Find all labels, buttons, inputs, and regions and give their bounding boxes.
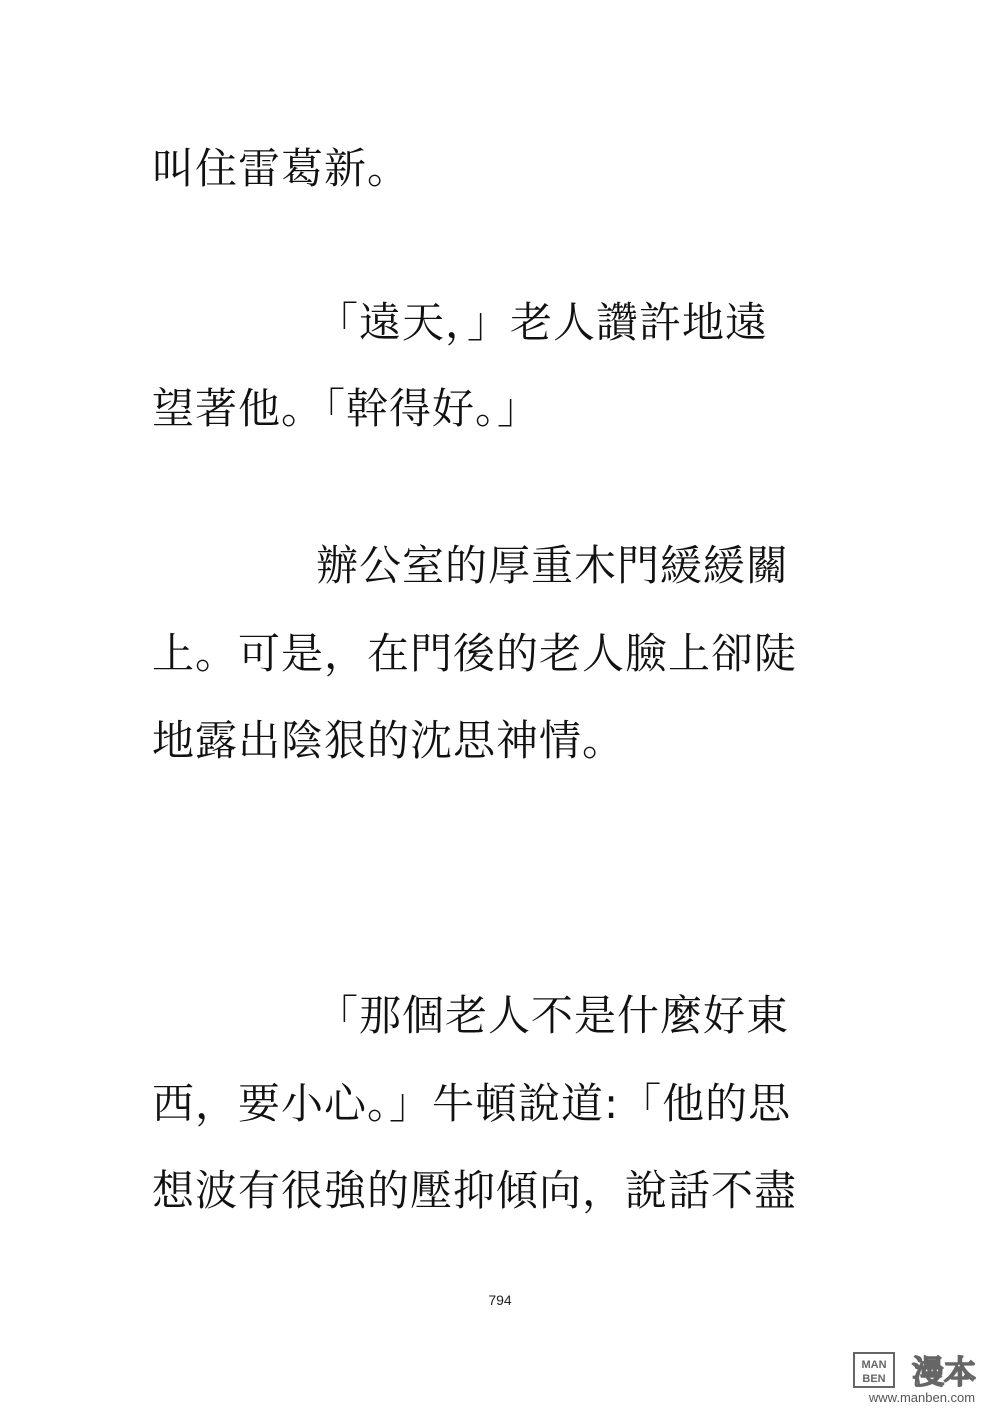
svg-text:MAN: MAN bbox=[861, 1359, 887, 1371]
page-number: 794 bbox=[488, 1292, 512, 1308]
text-line-1: 叫住雷葛新。 bbox=[152, 144, 411, 193]
site-watermark bbox=[852, 1350, 992, 1406]
text-line-9: 想波有很強的壓抑傾向，說話不盡 bbox=[152, 1166, 798, 1215]
text-line-4: 辦公室的厚重木門緩緩關 bbox=[316, 541, 790, 590]
svg-text:漫本: 漫本 bbox=[911, 1353, 977, 1390]
manben-logo bbox=[852, 1350, 992, 1390]
text-line-5: 上。可是，在門後的老人臉上卻陡 bbox=[152, 629, 798, 678]
text-line-7: 「那個老人不是什麼好東 bbox=[316, 991, 790, 1040]
text-line-3: 望著他。「幹得好。」 bbox=[152, 384, 541, 433]
text-line-2: 「遠天，」老人讚許地遠 bbox=[316, 298, 769, 347]
svg-text:BEN: BEN bbox=[862, 1373, 886, 1385]
text-line-6: 地露出陰狠的沈思神情。 bbox=[152, 716, 626, 765]
watermark-url: www.manben.com bbox=[868, 1390, 976, 1405]
text-line-8: 西，要小心。」牛頓說道:「他的思 bbox=[152, 1079, 792, 1128]
